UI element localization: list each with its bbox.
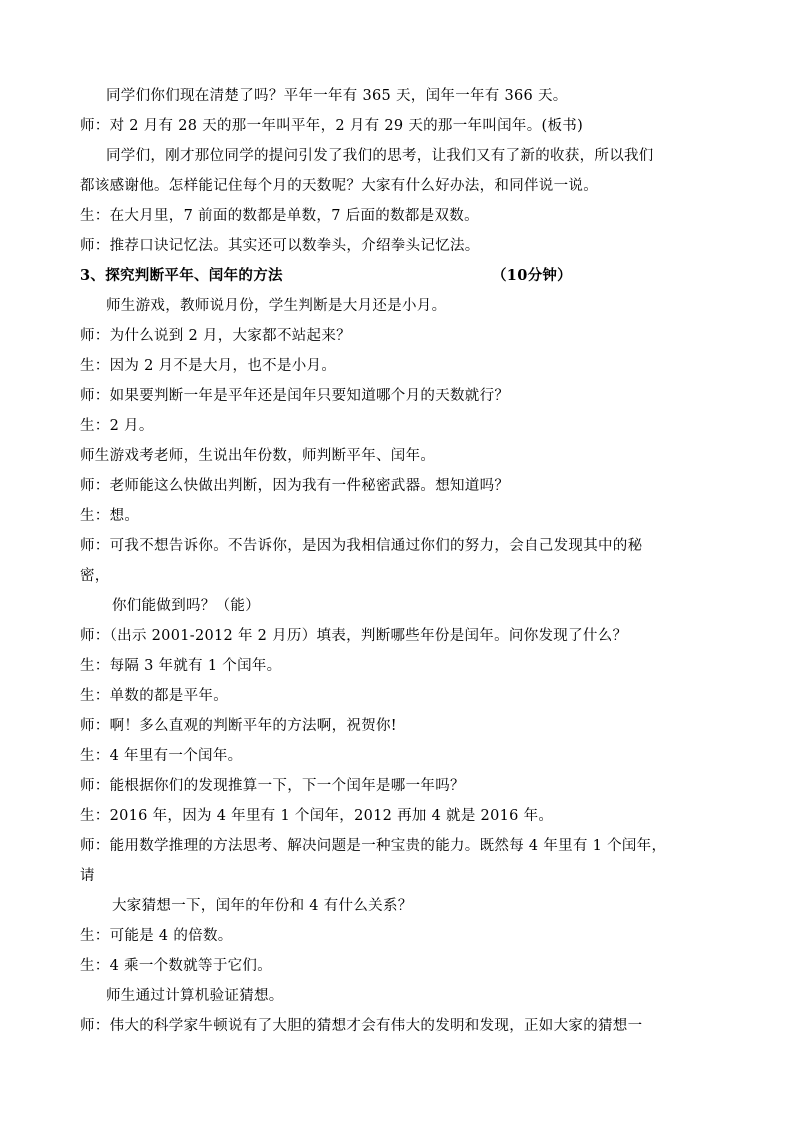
section-duration: （10分钟） [492,267,572,284]
text-line: 师生游戏考老师，生说出年份数，师判断平年、闰年。 [80,448,436,464]
section-title: 3、探究判断平年、闰年的方法 [80,267,283,284]
text-line: 师：如果要判断一年是平年还是闰年只要知道哪个月的天数就行？ [80,388,510,404]
text-line: 师生游戏，教师说月份，学生判断是大月还是小月。 [106,298,447,314]
text-line: 生：4 乘一个数就等于它们。 [80,958,273,974]
text-line: 师：为什么说到 2 月，大家都不站起来？ [80,328,351,344]
text-line: 都该感谢他。怎样能记住每个月的天数呢？大家有什么好办法，和同伴说一说。 [80,178,598,194]
text-line: 师：伟大的科学家牛顿说有了大胆的猜想才会有伟大的发明和发现，正如大家的猜想一 [80,1018,643,1034]
text-line: 请 [80,868,95,884]
text-line: 生：在大月里，7 前面的数都是单数，7 后面的数都是双数。 [80,208,479,224]
text-line: 师：啊！多么直观的判断平年的方法啊，祝贺你! [80,718,397,734]
text-line: 生：可能是 4 的倍数。 [80,928,233,944]
text-line: 你们能做到吗？（能） [112,598,260,614]
text-line: 密， [80,568,110,584]
text-line: 师：能根据你们的发现推算一下，下一个闰年是哪一年吗？ [80,778,465,794]
text-line: 生：每隔 3 年就有 1 个闰年。 [80,658,282,674]
text-line: 师：可我不想告诉你。不告诉你，是因为我相信通过你们的努力，会自己发现其中的秘 [80,538,643,554]
section-heading [80,266,720,286]
text-line: 同学们，刚才那位同学的提问引发了我们的思考，让我们又有了新的收获，所以我们 [106,148,654,164]
text-line: 师：能用数学推理的方法思考、解决问题是一种宝贵的能力。既然每 4 年里有 1 个闰年， [80,838,667,854]
text-line: 大家猜想一下，闰年的年份和 4 有什么关系？ [112,898,413,914]
text-line: 师生通过计算机验证猜想。 [106,988,284,1004]
text-line: 师：对 2 月有 28 天的那一年叫平年，2 月有 29 天的那一年叫闰年。(板书) [80,118,584,134]
text-line: 生：想。 [80,508,140,524]
text-line: 师：老师能这么快做出判断，因为我有一件秘密武器。想知道吗？ [80,478,510,494]
text-line: 生：2016 年，因为 4 年里有 1 个闰年，2012 再加 4 就是 2016 年。 [80,808,554,824]
text-line: 同学们你们现在清楚了吗？平年一年有 365 天，闰年一年有 366 天。 [106,88,568,104]
text-line: 生：单数的都是平年。 [80,688,228,704]
text-line: 生：因为 2 月不是大月，也不是小月。 [80,358,337,374]
text-line: 师：（出示 2001-2012 年 2 月历）填表，判断哪些年份是闰年。问你发现了什么？ [80,628,628,644]
text-line: 生：2 月。 [80,418,154,434]
text-line: 师：推荐口诀记忆法。其实还可以数拳头，介绍拳头记忆法。 [80,238,480,254]
text-line: 生：4 年里有一个闰年。 [80,748,243,764]
